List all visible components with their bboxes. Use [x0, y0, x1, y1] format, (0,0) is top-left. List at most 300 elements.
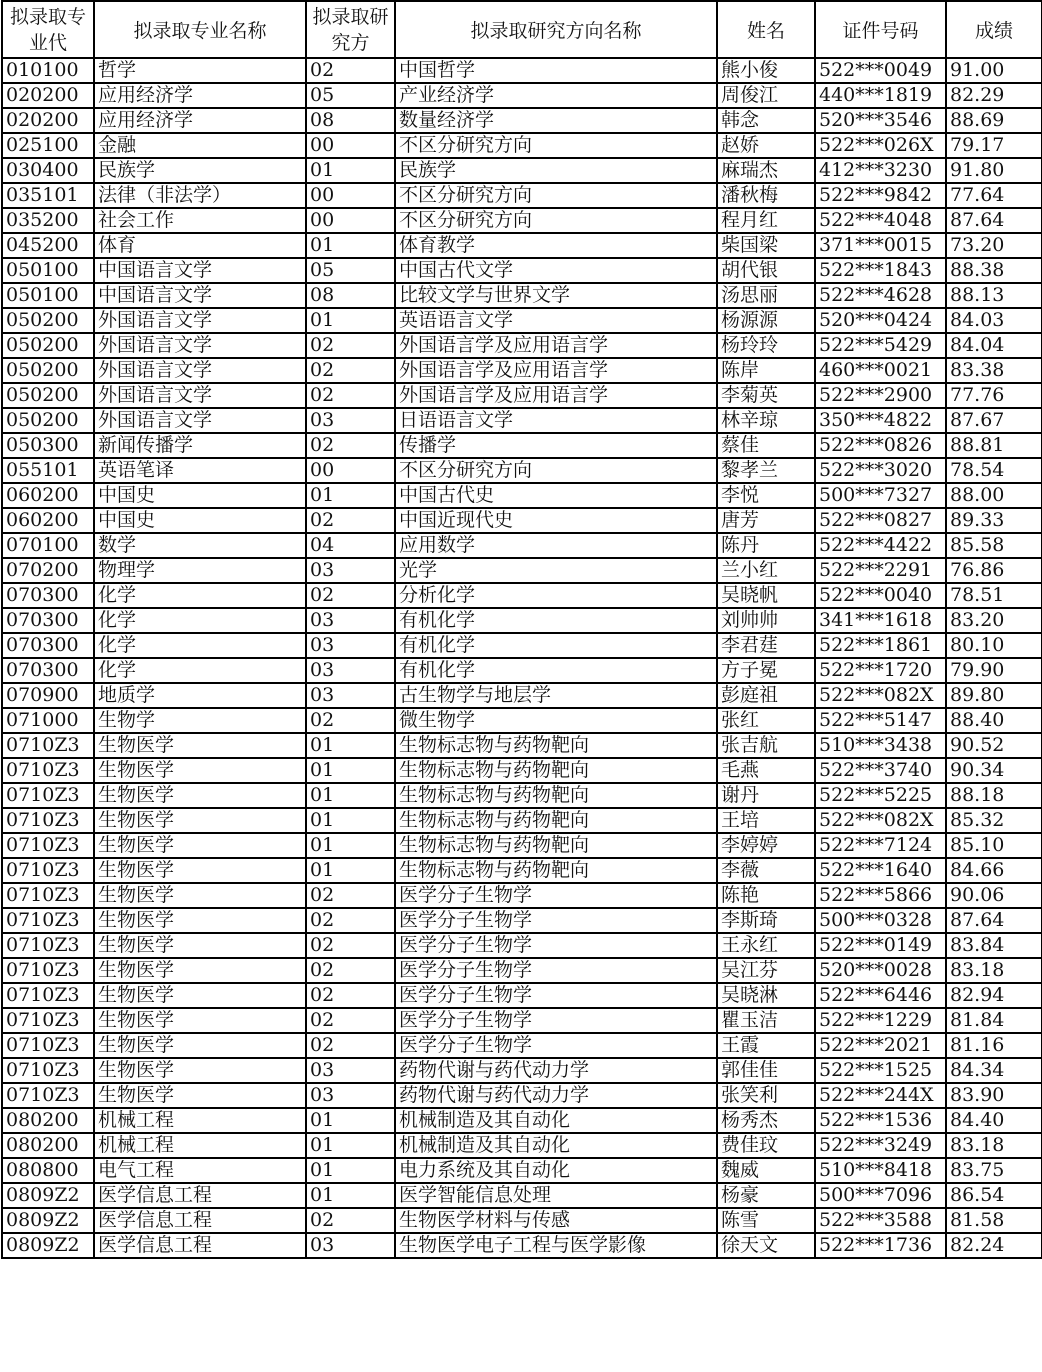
table-row — [2, 358, 1042, 383]
cell-score: 84.03 — [946, 308, 1042, 333]
cell-student-name: 程月红 — [717, 208, 815, 233]
cell-direction-name: 外国语言学及应用语言学 — [395, 333, 717, 358]
cell-direction-code: 03 — [306, 683, 395, 708]
header-direction-code: 拟录取研究方 — [306, 1, 395, 58]
cell-student-name: 王培 — [717, 808, 815, 833]
cell-id-number: 522***6446 — [815, 983, 946, 1008]
cell-direction-code: 00 — [306, 133, 395, 158]
cell-direction-code: 03 — [306, 558, 395, 583]
cell-id-number: 522***082X — [815, 683, 946, 708]
cell-major-code: 0710Z3 — [2, 733, 94, 758]
table-row — [2, 608, 1042, 633]
cell-id-number: 522***4628 — [815, 283, 946, 308]
cell-direction-name: 生物标志物与药物靶向 — [395, 833, 717, 858]
cell-major-name: 外国语言文学 — [94, 408, 306, 433]
cell-id-number: 460***0021 — [815, 358, 946, 383]
cell-major-name: 化学 — [94, 583, 306, 608]
cell-id-number: 440***1819 — [815, 83, 946, 108]
cell-score: 90.06 — [946, 883, 1042, 908]
cell-major-code: 0809Z2 — [2, 1183, 94, 1208]
cell-direction-code: 02 — [306, 508, 395, 533]
cell-student-name: 杨秀杰 — [717, 1108, 815, 1133]
cell-score: 84.04 — [946, 333, 1042, 358]
cell-id-number: 520***3546 — [815, 108, 946, 133]
cell-major-code: 070100 — [2, 533, 94, 558]
cell-direction-name: 医学分子生物学 — [395, 1033, 717, 1058]
cell-score: 87.64 — [946, 208, 1042, 233]
cell-id-number: 522***1720 — [815, 658, 946, 683]
table-row — [2, 83, 1042, 108]
cell-direction-name: 生物医学电子工程与医学影像 — [395, 1233, 717, 1258]
cell-score: 79.17 — [946, 133, 1042, 158]
cell-direction-code: 03 — [306, 608, 395, 633]
cell-major-name: 地质学 — [94, 683, 306, 708]
cell-direction-code: 00 — [306, 208, 395, 233]
cell-id-number: 500***7327 — [815, 483, 946, 508]
cell-score: 86.54 — [946, 1183, 1042, 1208]
cell-id-number: 522***0826 — [815, 433, 946, 458]
cell-major-code: 070300 — [2, 583, 94, 608]
cell-direction-name: 产业经济学 — [395, 83, 717, 108]
cell-score: 85.58 — [946, 533, 1042, 558]
cell-score: 83.75 — [946, 1158, 1042, 1183]
cell-direction-code: 01 — [306, 783, 395, 808]
cell-score: 83.18 — [946, 958, 1042, 983]
cell-direction-code: 02 — [306, 958, 395, 983]
cell-id-number: 522***5225 — [815, 783, 946, 808]
cell-major-name: 数学 — [94, 533, 306, 558]
cell-student-name: 麻瑞杰 — [717, 158, 815, 183]
cell-direction-name: 微生物学 — [395, 708, 717, 733]
cell-id-number: 341***1618 — [815, 608, 946, 633]
table-row — [2, 408, 1042, 433]
cell-id-number: 522***3020 — [815, 458, 946, 483]
cell-id-number: 522***1640 — [815, 858, 946, 883]
cell-direction-name: 医学分子生物学 — [395, 908, 717, 933]
cell-major-code: 0710Z3 — [2, 883, 94, 908]
cell-direction-name: 中国近现代史 — [395, 508, 717, 533]
cell-student-name: 唐芳 — [717, 508, 815, 533]
table-row — [2, 808, 1042, 833]
table-row — [2, 1158, 1042, 1183]
cell-id-number: 522***1861 — [815, 633, 946, 658]
cell-student-name: 吴晓淋 — [717, 983, 815, 1008]
header-name: 姓名 — [717, 1, 815, 58]
cell-score: 90.52 — [946, 733, 1042, 758]
cell-score: 84.40 — [946, 1108, 1042, 1133]
table-row — [2, 683, 1042, 708]
cell-direction-code: 04 — [306, 533, 395, 558]
cell-direction-name: 医学分子生物学 — [395, 883, 717, 908]
cell-score: 83.38 — [946, 358, 1042, 383]
cell-major-code: 050200 — [2, 383, 94, 408]
table-row — [2, 883, 1042, 908]
cell-major-name: 生物医学 — [94, 1033, 306, 1058]
cell-score: 81.16 — [946, 1033, 1042, 1058]
table-row — [2, 1233, 1042, 1258]
cell-direction-code: 02 — [306, 383, 395, 408]
cell-major-code: 050100 — [2, 258, 94, 283]
cell-major-name: 外国语言文学 — [94, 333, 306, 358]
cell-student-name: 杨豪 — [717, 1183, 815, 1208]
cell-direction-code: 03 — [306, 633, 395, 658]
cell-direction-name: 应用数学 — [395, 533, 717, 558]
table-row — [2, 208, 1042, 233]
cell-id-number: 522***2021 — [815, 1033, 946, 1058]
cell-score: 88.38 — [946, 258, 1042, 283]
cell-direction-name: 数量经济学 — [395, 108, 717, 133]
table-row — [2, 958, 1042, 983]
table-row — [2, 908, 1042, 933]
table-row — [2, 158, 1042, 183]
cell-major-name: 生物医学 — [94, 833, 306, 858]
cell-student-name: 柴国梁 — [717, 233, 815, 258]
cell-direction-code: 02 — [306, 1033, 395, 1058]
cell-direction-code: 02 — [306, 58, 395, 83]
cell-direction-code: 02 — [306, 1008, 395, 1033]
cell-major-code: 050200 — [2, 408, 94, 433]
cell-id-number: 522***5429 — [815, 333, 946, 358]
cell-major-name: 社会工作 — [94, 208, 306, 233]
cell-major-code: 0710Z3 — [2, 908, 94, 933]
cell-direction-code: 02 — [306, 358, 395, 383]
cell-student-name: 陈雪 — [717, 1208, 815, 1233]
cell-major-name: 应用经济学 — [94, 108, 306, 133]
cell-direction-code: 02 — [306, 583, 395, 608]
cell-direction-code: 03 — [306, 1233, 395, 1258]
cell-score: 91.00 — [946, 58, 1042, 83]
cell-major-name: 民族学 — [94, 158, 306, 183]
table-row — [2, 983, 1042, 1008]
cell-major-code: 0710Z3 — [2, 808, 94, 833]
cell-student-name: 李婷婷 — [717, 833, 815, 858]
cell-id-number: 500***7096 — [815, 1183, 946, 1208]
cell-score: 88.18 — [946, 783, 1042, 808]
cell-major-code: 030400 — [2, 158, 94, 183]
cell-major-name: 外国语言文学 — [94, 358, 306, 383]
cell-major-code: 0809Z2 — [2, 1233, 94, 1258]
cell-student-name: 谢丹 — [717, 783, 815, 808]
cell-direction-code: 02 — [306, 983, 395, 1008]
cell-direction-code: 01 — [306, 808, 395, 833]
cell-id-number: 522***3249 — [815, 1133, 946, 1158]
cell-direction-name: 药物代谢与药代动力学 — [395, 1058, 717, 1083]
cell-id-number: 522***082X — [815, 808, 946, 833]
cell-id-number: 522***0040 — [815, 583, 946, 608]
cell-direction-code: 01 — [306, 733, 395, 758]
cell-direction-name: 生物医学材料与传感 — [395, 1208, 717, 1233]
table-row — [2, 558, 1042, 583]
cell-id-number: 500***0328 — [815, 908, 946, 933]
cell-major-code: 070300 — [2, 608, 94, 633]
cell-major-code: 020200 — [2, 83, 94, 108]
cell-score: 88.13 — [946, 283, 1042, 308]
cell-student-name: 李悦 — [717, 483, 815, 508]
cell-id-number: 522***2900 — [815, 383, 946, 408]
cell-direction-name: 生物标志物与药物靶向 — [395, 758, 717, 783]
table-row — [2, 658, 1042, 683]
cell-direction-code: 05 — [306, 83, 395, 108]
cell-id-number: 412***3230 — [815, 158, 946, 183]
cell-student-name: 熊小俊 — [717, 58, 815, 83]
cell-score: 78.51 — [946, 583, 1042, 608]
cell-major-name: 电气工程 — [94, 1158, 306, 1183]
cell-major-code: 010100 — [2, 58, 94, 83]
cell-student-name: 韩念 — [717, 108, 815, 133]
cell-student-name: 潘秋梅 — [717, 183, 815, 208]
cell-major-code: 035101 — [2, 183, 94, 208]
cell-direction-name: 生物标志物与药物靶向 — [395, 858, 717, 883]
cell-major-name: 金融 — [94, 133, 306, 158]
header-direction-name: 拟录取研究方向名称 — [395, 1, 717, 58]
cell-major-code: 0710Z3 — [2, 983, 94, 1008]
table-row — [2, 258, 1042, 283]
cell-direction-code: 01 — [306, 1133, 395, 1158]
cell-major-name: 生物医学 — [94, 883, 306, 908]
cell-score: 84.66 — [946, 858, 1042, 883]
cell-major-code: 0710Z3 — [2, 933, 94, 958]
table-row — [2, 283, 1042, 308]
cell-direction-name: 生物标志物与药物靶向 — [395, 808, 717, 833]
table-row — [2, 733, 1042, 758]
table-row — [2, 458, 1042, 483]
cell-score: 85.10 — [946, 833, 1042, 858]
cell-student-name: 陈艳 — [717, 883, 815, 908]
cell-direction-name: 机械制造及其自动化 — [395, 1133, 717, 1158]
cell-score: 83.20 — [946, 608, 1042, 633]
cell-id-number: 522***0049 — [815, 58, 946, 83]
cell-student-name: 吴江芬 — [717, 958, 815, 983]
cell-direction-name: 医学分子生物学 — [395, 983, 717, 1008]
cell-id-number: 510***8418 — [815, 1158, 946, 1183]
cell-direction-code: 02 — [306, 708, 395, 733]
cell-student-name: 王永红 — [717, 933, 815, 958]
cell-direction-name: 中国古代文学 — [395, 258, 717, 283]
cell-direction-code: 01 — [306, 1183, 395, 1208]
cell-major-name: 中国史 — [94, 508, 306, 533]
cell-major-name: 中国语言文学 — [94, 283, 306, 308]
cell-score: 80.10 — [946, 633, 1042, 658]
cell-major-code: 060200 — [2, 483, 94, 508]
cell-direction-name: 光学 — [395, 558, 717, 583]
cell-id-number: 522***1843 — [815, 258, 946, 283]
cell-major-code: 035200 — [2, 208, 94, 233]
header-id-number: 证件号码 — [815, 1, 946, 58]
cell-id-number: 510***3438 — [815, 733, 946, 758]
table-row — [2, 1033, 1042, 1058]
cell-student-name: 李薇 — [717, 858, 815, 883]
cell-major-name: 生物医学 — [94, 858, 306, 883]
cell-score: 83.84 — [946, 933, 1042, 958]
cell-direction-name: 传播学 — [395, 433, 717, 458]
cell-student-name: 方子冕 — [717, 658, 815, 683]
cell-student-name: 李菊英 — [717, 383, 815, 408]
cell-major-name: 英语笔译 — [94, 458, 306, 483]
cell-direction-code: 02 — [306, 433, 395, 458]
cell-id-number: 522***244X — [815, 1083, 946, 1108]
cell-major-name: 医学信息工程 — [94, 1233, 306, 1258]
header-score: 成绩 — [946, 1, 1042, 58]
cell-student-name: 蔡佳 — [717, 433, 815, 458]
table-row — [2, 508, 1042, 533]
cell-score: 77.76 — [946, 383, 1042, 408]
cell-direction-code: 02 — [306, 333, 395, 358]
table-body — [2, 58, 1042, 1258]
cell-direction-name: 日语语言文学 — [395, 408, 717, 433]
cell-student-name: 周俊江 — [717, 83, 815, 108]
cell-major-code: 0710Z3 — [2, 858, 94, 883]
cell-direction-name: 比较文学与世界文学 — [395, 283, 717, 308]
cell-id-number: 522***7124 — [815, 833, 946, 858]
cell-major-name: 化学 — [94, 633, 306, 658]
header-major-name: 拟录取专业名称 — [94, 1, 306, 58]
cell-direction-name: 有机化学 — [395, 633, 717, 658]
cell-direction-code: 08 — [306, 283, 395, 308]
cell-id-number: 522***0827 — [815, 508, 946, 533]
cell-id-number: 350***4822 — [815, 408, 946, 433]
cell-major-name: 生物医学 — [94, 983, 306, 1008]
cell-major-code: 0710Z3 — [2, 833, 94, 858]
cell-direction-name: 有机化学 — [395, 608, 717, 633]
cell-student-name: 王霞 — [717, 1033, 815, 1058]
table-row — [2, 1108, 1042, 1133]
cell-major-name: 外国语言文学 — [94, 308, 306, 333]
cell-major-code: 070900 — [2, 683, 94, 708]
cell-student-name: 兰小红 — [717, 558, 815, 583]
cell-direction-name: 有机化学 — [395, 658, 717, 683]
cell-direction-name: 英语语言文学 — [395, 308, 717, 333]
cell-major-name: 生物医学 — [94, 733, 306, 758]
cell-id-number: 522***5866 — [815, 883, 946, 908]
cell-direction-name: 民族学 — [395, 158, 717, 183]
cell-score: 82.94 — [946, 983, 1042, 1008]
table-row — [2, 1008, 1042, 1033]
cell-major-code: 060200 — [2, 508, 94, 533]
cell-id-number: 522***4422 — [815, 533, 946, 558]
table-row — [2, 1183, 1042, 1208]
cell-score: 88.81 — [946, 433, 1042, 458]
cell-student-name: 毛燕 — [717, 758, 815, 783]
cell-direction-code: 00 — [306, 183, 395, 208]
table-row — [2, 58, 1042, 83]
cell-direction-code: 05 — [306, 258, 395, 283]
cell-score: 73.20 — [946, 233, 1042, 258]
cell-major-name: 生物医学 — [94, 783, 306, 808]
cell-student-name: 费佳玟 — [717, 1133, 815, 1158]
cell-direction-name: 不区分研究方向 — [395, 183, 717, 208]
cell-student-name: 胡代银 — [717, 258, 815, 283]
cell-major-name: 化学 — [94, 608, 306, 633]
cell-major-name: 生物医学 — [94, 758, 306, 783]
table-row — [2, 833, 1042, 858]
header-major-code: 拟录取专业代 — [2, 1, 94, 58]
cell-id-number: 522***2291 — [815, 558, 946, 583]
cell-major-name: 物理学 — [94, 558, 306, 583]
cell-score: 78.54 — [946, 458, 1042, 483]
cell-major-code: 080200 — [2, 1133, 94, 1158]
table-row — [2, 1058, 1042, 1083]
cell-major-code: 020200 — [2, 108, 94, 133]
cell-id-number: 522***1229 — [815, 1008, 946, 1033]
cell-score: 84.34 — [946, 1058, 1042, 1083]
cell-id-number: 522***9842 — [815, 183, 946, 208]
cell-major-code: 070200 — [2, 558, 94, 583]
cell-score: 82.29 — [946, 83, 1042, 108]
cell-major-code: 071000 — [2, 708, 94, 733]
cell-major-name: 生物医学 — [94, 1083, 306, 1108]
cell-student-name: 张吉航 — [717, 733, 815, 758]
cell-id-number: 371***0015 — [815, 233, 946, 258]
admission-table — [1, 0, 1042, 1259]
cell-major-code: 0710Z3 — [2, 1058, 94, 1083]
table-row — [2, 383, 1042, 408]
cell-student-name: 魏威 — [717, 1158, 815, 1183]
cell-major-code: 0710Z3 — [2, 1008, 94, 1033]
cell-direction-code: 03 — [306, 408, 395, 433]
cell-direction-name: 体育教学 — [395, 233, 717, 258]
table-row — [2, 933, 1042, 958]
cell-score: 81.58 — [946, 1208, 1042, 1233]
cell-direction-name: 药物代谢与药代动力学 — [395, 1083, 717, 1108]
table-row — [2, 708, 1042, 733]
cell-major-name: 中国史 — [94, 483, 306, 508]
cell-score: 83.90 — [946, 1083, 1042, 1108]
cell-direction-code: 01 — [306, 308, 395, 333]
cell-major-code: 0710Z3 — [2, 1033, 94, 1058]
cell-score: 83.18 — [946, 1133, 1042, 1158]
cell-direction-name: 不区分研究方向 — [395, 458, 717, 483]
cell-major-name: 生物医学 — [94, 933, 306, 958]
table-row — [2, 783, 1042, 808]
cell-student-name: 郭佳佳 — [717, 1058, 815, 1083]
cell-direction-name: 医学智能信息处理 — [395, 1183, 717, 1208]
cell-direction-name: 医学分子生物学 — [395, 933, 717, 958]
cell-student-name: 李斯琦 — [717, 908, 815, 933]
cell-direction-name: 生物标志物与药物靶向 — [395, 733, 717, 758]
table-row — [2, 1083, 1042, 1108]
cell-score: 89.80 — [946, 683, 1042, 708]
cell-major-name: 外国语言文学 — [94, 383, 306, 408]
cell-major-name: 化学 — [94, 658, 306, 683]
cell-score: 82.24 — [946, 1233, 1042, 1258]
cell-score: 88.40 — [946, 708, 1042, 733]
cell-direction-code: 03 — [306, 1083, 395, 1108]
cell-major-code: 0710Z3 — [2, 758, 94, 783]
cell-id-number: 520***0028 — [815, 958, 946, 983]
cell-score: 88.00 — [946, 483, 1042, 508]
cell-student-name: 黎孝兰 — [717, 458, 815, 483]
table-row — [2, 1208, 1042, 1233]
cell-major-code: 050200 — [2, 358, 94, 383]
cell-score: 89.33 — [946, 508, 1042, 533]
table-row — [2, 183, 1042, 208]
cell-direction-name: 分析化学 — [395, 583, 717, 608]
header-row — [2, 1, 1042, 58]
cell-score: 87.67 — [946, 408, 1042, 433]
cell-direction-name: 外国语言学及应用语言学 — [395, 383, 717, 408]
cell-direction-code: 01 — [306, 1158, 395, 1183]
cell-major-code: 050300 — [2, 433, 94, 458]
cell-id-number: 522***5147 — [815, 708, 946, 733]
cell-major-name: 生物医学 — [94, 958, 306, 983]
cell-major-name: 体育 — [94, 233, 306, 258]
cell-major-code: 070300 — [2, 633, 94, 658]
cell-score: 77.64 — [946, 183, 1042, 208]
table-row — [2, 308, 1042, 333]
cell-direction-name: 古生物学与地层学 — [395, 683, 717, 708]
cell-direction-code: 01 — [306, 1108, 395, 1133]
cell-score: 85.32 — [946, 808, 1042, 833]
